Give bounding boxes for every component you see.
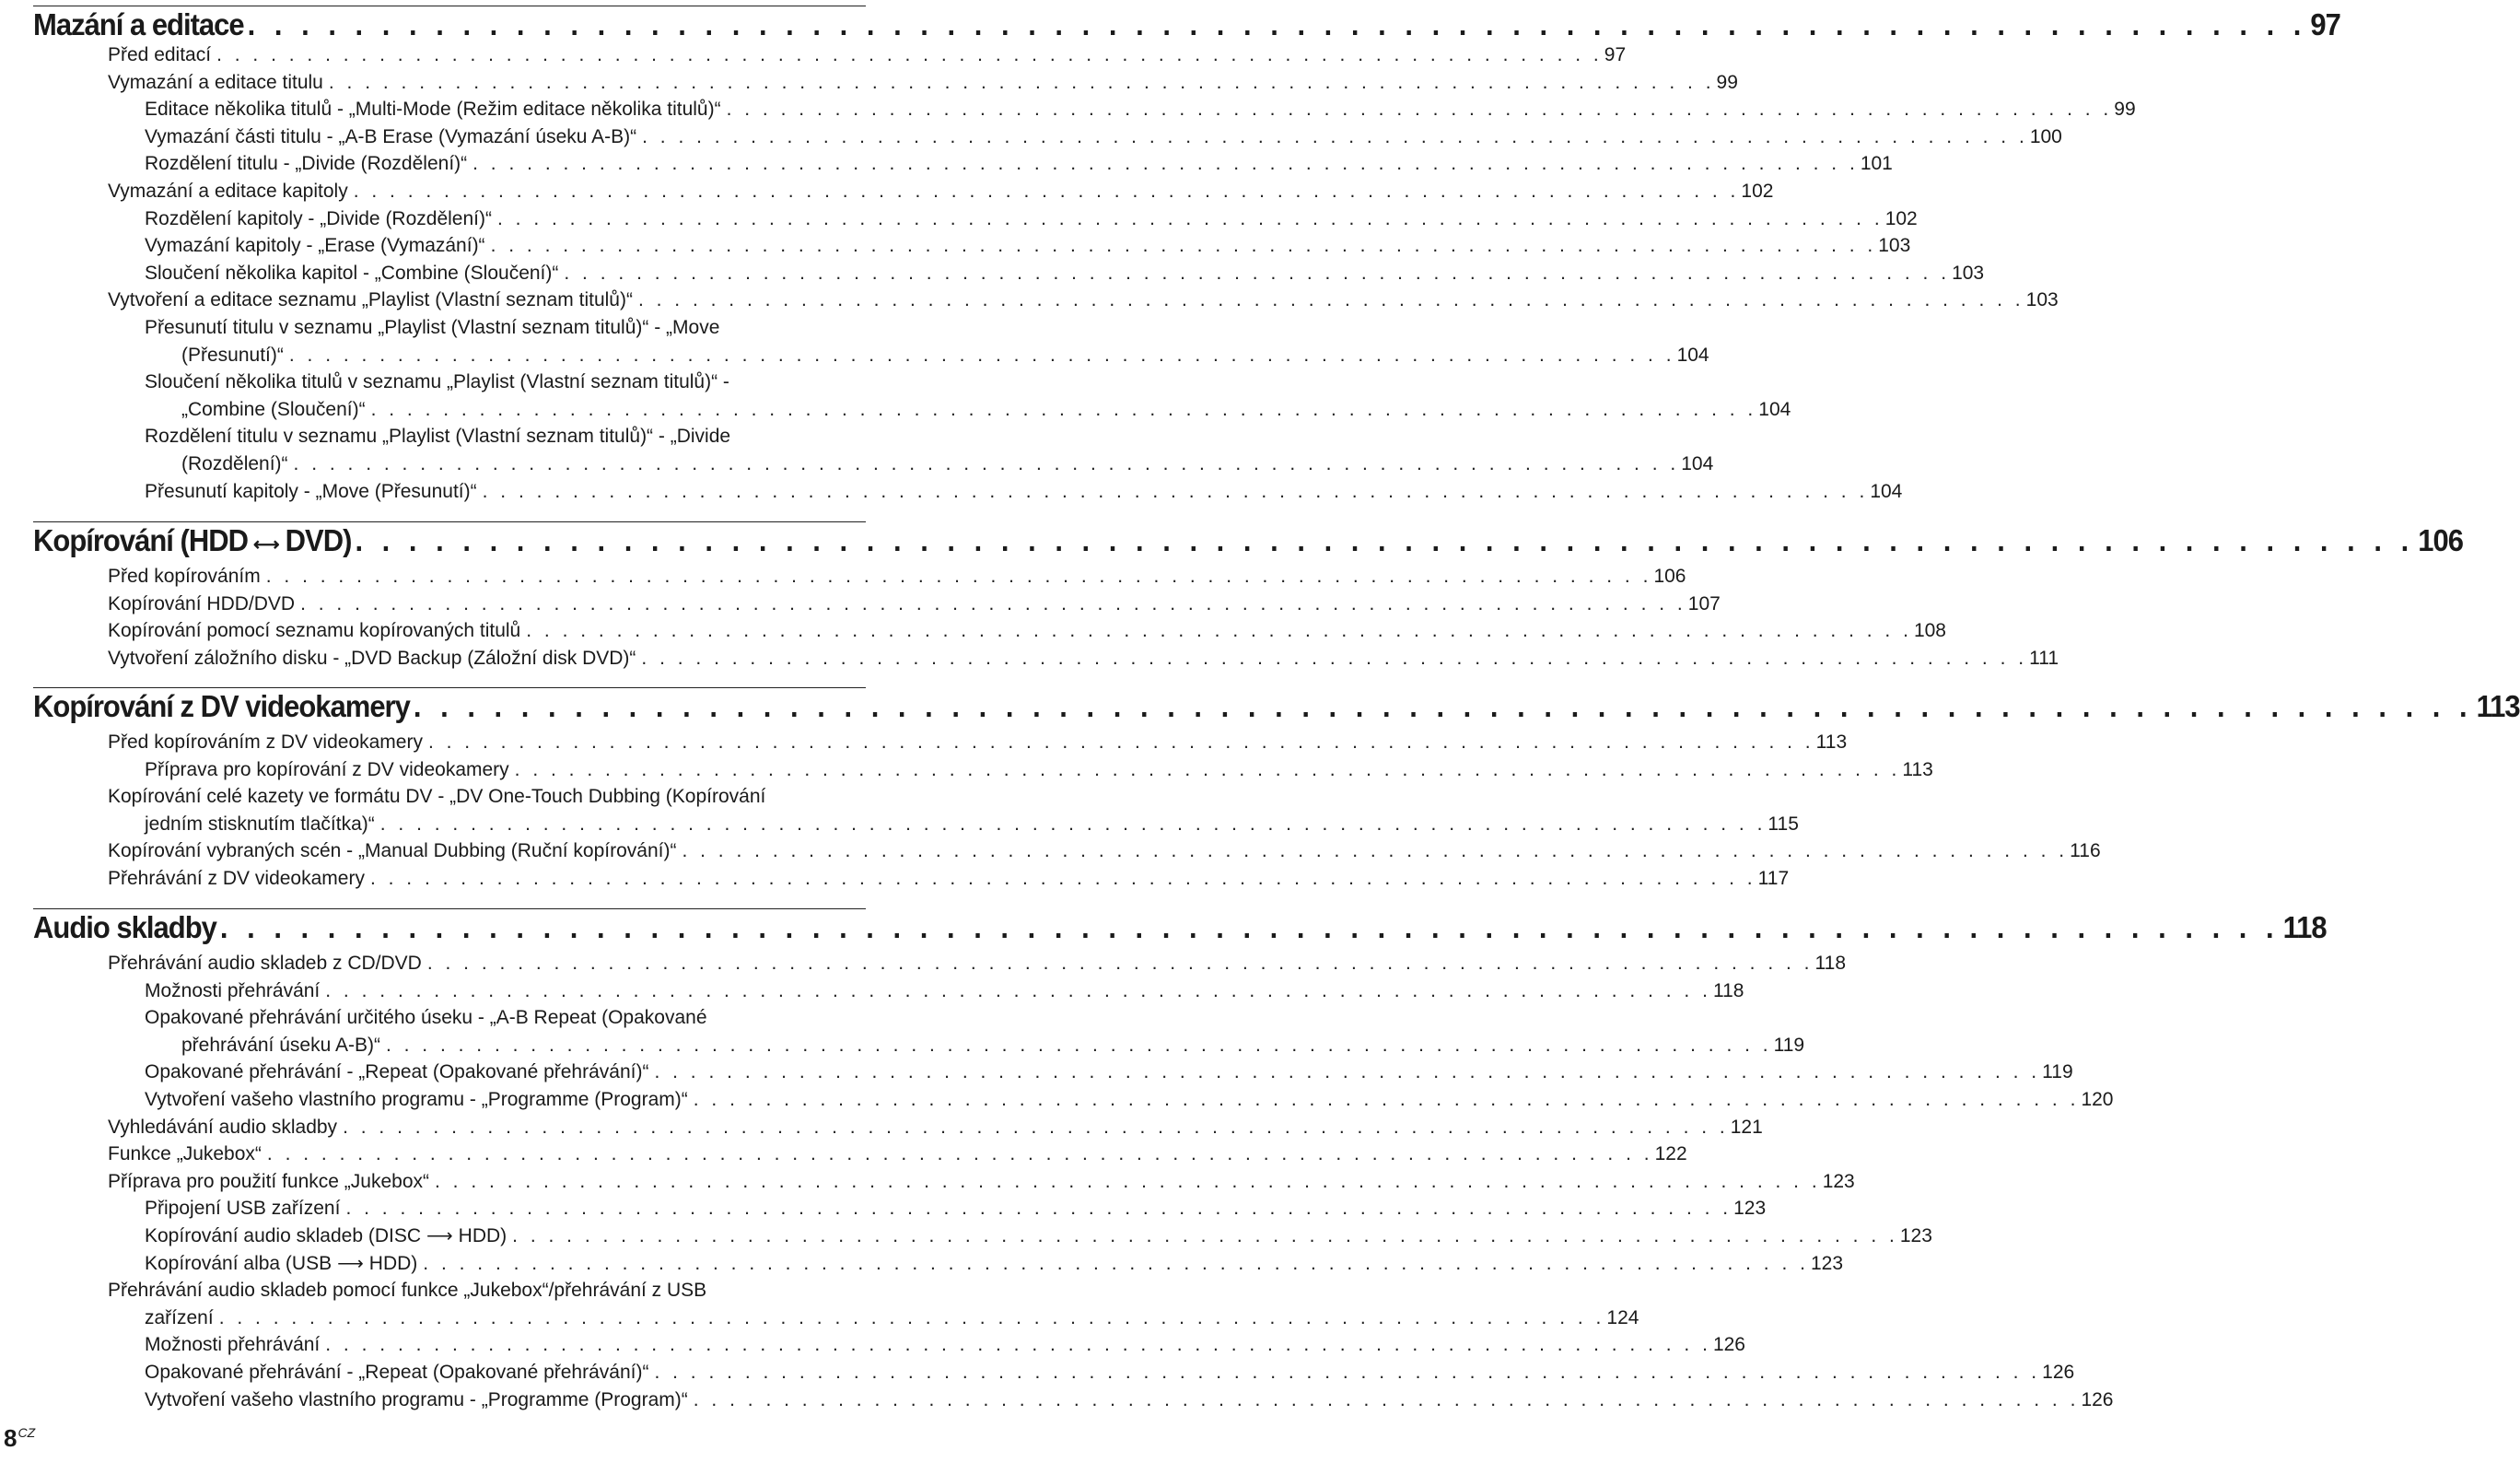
toc-entry[interactable] [145,206,1918,232]
entry-title-continued: jedním stisknutím tlačítka)“ [145,813,375,835]
entry-title: Rozdělení titulu - „Divide (Rozdělení)“ [145,153,468,175]
entry-title: Vytvoření vašeho vlastního programu - „Programme (Program)“ [145,1089,688,1110]
entry-page-number: 100 [2029,125,2062,147]
entry-title: Vytvoření záložního disku - „DVD Backup (Záložní disk DVD)“ [108,647,636,669]
entry-page-number: 123 [1899,1225,1932,1246]
right-arrow-icon: ⟶ [426,1226,453,1246]
leader-dots: . . . . . . . . . . . . . . . . . . . . . . . . . . . . . . . . . . . . . . . . . . . . . . . . . . . . . . . . . . . . . . . . . . . . . . . . . . . . . [427,731,1814,753]
entry-title: Před editací [108,44,212,65]
leader-dots: . . . . . . . . . . . . . . . . . . . . . . . . . . . . . . . . . . . . . . . . . . . . . . . . . . . . . . . . . . . . . . . . . . . . . . . . . . . . . [637,289,2024,311]
toc-entry[interactable] [108,1169,1855,1195]
toc-entry-continuation[interactable] [145,812,1799,837]
entry-title: Vytvoření a editace seznamu „Playlist (Vlastní seznam titulů)“ [108,289,633,311]
section-heading[interactable] [33,6,2340,43]
section-title: Kopírování z DV videokamery [33,688,410,724]
entry-title: Přesunutí kapitoly - „Move (Přesunutí)“ [145,480,477,502]
entry-page-number: 126 [2042,1362,2075,1383]
toc-entry[interactable] [145,151,1893,177]
toc-entry-continuation[interactable] [181,343,1709,368]
leader-dots: . . . . . . . . . . . . . . . . . . . . . . . . . . . . . . . . . . . . . . . . . . . . . . . . . . . . . . . . . . . . . . . . . . . . . . . . . . . . . [325,979,1711,1001]
entry-page-number: 104 [1681,453,1714,474]
leader-dots: . . . . . . . . . . . . . . . . . . . . . . . . . . . . . . . . . . . . . . . . . . . . . . . . . . . . . . . . . . . . . . . . . . . . . . . . . . . . . [266,1143,1653,1165]
section-title: Kopírování (HDD [33,522,248,558]
entry-title: Přehrávání audio skladeb z CD/DVD [108,953,422,974]
toc-entry[interactable] [145,424,865,450]
toc-entry[interactable] [108,564,1686,590]
entry-title-after: HDD) [458,1225,508,1246]
toc-entry[interactable] [108,42,1627,68]
toc-entry[interactable] [145,1196,1767,1222]
entry-title: Opakované přehrávání určitého úseku - „A-B Repeat (Opakované [145,1007,707,1029]
toc-entry[interactable] [145,369,865,395]
leader-dots: . . . . . . . . . . . . . . . . . . . . . . . . . . . . . . . . . . . . . . . . . . . . . . . . . . . . . . . . . . . . . . . . . . . . . . . . . . . . . [693,1388,2080,1410]
entry-title: Sloučení několika titulů v seznamu „Playlist (Vlastní seznam titulů)“ - [145,371,729,393]
entry-title: Kopírování audio skladeb (DISC [145,1225,421,1246]
leader-dots: . . . . . . . . . . . . . . . . . . . . . . . . . . . . . . . . . . . . . . . . . . . . . . . . . . . . . . . . . . . . . . . . . . . . . . . . . . . . . [642,125,2028,147]
toc-entry[interactable] [108,838,2101,864]
section-title: Audio skladby [33,909,216,945]
leader-dots: . . . . . . . . . . . . . . . . . . . . . . . . . . . . . . . . . . . . . . . . . . . . . . . . . . . . . . . . . . . . . . . . . . . . . . . . . . . . . [526,620,1912,642]
entry-title-continued: „Combine (Sloučení)“ [181,398,366,420]
entry-page-number: 123 [1810,1252,1844,1274]
page-number: 8 [4,1424,18,1452]
leader-dots: . . . . . . . . . . . . . . . . . . . . . . . . . . . . . . . . . . . . . . . . . . . . . . . . . . . . . . . . . . . . . . . . . . . . . . . . . . . . . [370,398,1757,420]
leader-dots: . . . . . . . . . . . . . . . . . . . . . . . . . . . . . . . . . . . . . . . . . . . . . . . . . . . . . . . . . . . . . . . . . . . . . . . . . . . . . [385,1034,1772,1056]
entry-title: Možnosti přehrávání [145,1334,321,1356]
page-footer [4,1424,35,1453]
entry-page-number: 102 [1741,181,1774,202]
entry-title: Kopírování HDD/DVD [108,592,296,614]
toc-entry[interactable] [145,315,865,341]
entry-page-number: 126 [1712,1334,1745,1356]
entry-title: Příprava pro použití funkce „Jukebox“ [108,1170,430,1192]
toc-entry[interactable] [108,287,2059,313]
section-heading[interactable] [33,909,2327,946]
entry-page-number: 120 [2081,1089,2114,1110]
leader-dots: . . . . . . . . . . . . . . . . . . . . . . . . . . . . . . . . . . . . . . . . . . . . . . . . . . . . . . . . . . . . . . . . . . . . . . . . . . . . . [328,71,1715,93]
entry-title: Přesunutí titulu v seznamu „Playlist (Vlastní seznam titulů)“ - „Move [145,317,720,338]
entry-page-number: 124 [1606,1306,1639,1328]
toc-entry[interactable] [145,124,2062,150]
toc-entry[interactable] [145,978,1744,1004]
entry-title: Vytvoření vašeho vlastního programu - „Programme (Program)“ [145,1388,688,1410]
entry-page-number: 123 [1822,1170,1855,1192]
toc-entry[interactable] [108,730,1848,755]
entry-page-number: 104 [1676,344,1709,366]
leader-dots: . . . . . . . . . . . . . . . . . . . . . . . . . . . . . . . . . . . . . . . . . . . . . . . . . . . . . . . . . . . . . . . . . . . . . . . . . . . . . [288,344,1675,366]
entry-title: Možnosti přehrávání [145,979,321,1001]
toc-entry[interactable] [108,646,2059,672]
entry-page-number: 99 [2114,99,2136,121]
toc-entry[interactable] [145,1360,2075,1386]
entry-title: Opakované přehrávání - „Repeat (Opakované přehrávání)“ [145,1061,649,1083]
entry-page-number: 115 [1768,813,1799,835]
entry-page-number: 101 [1860,153,1893,175]
entry-page-number: 107 [1687,592,1721,614]
entry-page-number: 113 [1815,731,1848,753]
leader-dots: . . . . . . . . . . . . . . . . . . . . . . . . . . . . . . . . . . . . . . . . . . . . . . . . . . . . . . . . . . . . . . . . . . . . . . . . . . . . . [355,522,2415,558]
toc-entry[interactable] [108,1141,1687,1167]
toc-entry[interactable] [108,784,865,810]
entry-page-number: 108 [1913,620,1946,642]
toc-entry-continuation[interactable] [181,1033,1805,1059]
language-code: CZ [18,1425,36,1441]
leader-dots: . . . . . . . . . . . . . . . . . . . . . . . . . . . . . . . . . . . . . . . . . . . . . . . . . . . . . . . . . . . . . . . . . . . . . . . . . . . . . [482,480,1869,502]
entry-title: Přehrávání z DV videokamery [108,868,365,889]
leader-dots: . . . . . . . . . . . . . . . . . . . . . . . . . . . . . . . . . . . . . . . . . . . . . . . . . . . . . . . . . . . . . . . . . . . . . . . . . . . . . [423,1252,1809,1274]
leader-dots: . . . . . . . . . . . . . . . . . . . . . . . . . . . . . . . . . . . . . . . . . . . . . . . . . . . . . . . . . . . . . . . . . . . . . . . . . . . . . [343,1116,1729,1138]
entry-title: Příprava pro kopírování z DV videokamery [145,758,509,780]
toc-entry[interactable] [108,179,1774,205]
entry-title: Před kopírováním z DV videokamery [108,731,423,753]
entry-page-number: 117 [1757,868,1790,889]
entry-title: Kopírování pomocí seznamu kopírovaných titulů [108,620,521,642]
entry-page-number: 126 [2081,1388,2114,1410]
leader-dots: . . . . . . . . . . . . . . . . . . . . . . . . . . . . . . . . . . . . . . . . . . . . . . . . . . . . . . . . . . . . . . . . . . . . . . . . . . . . . [654,1061,2041,1083]
entry-page-number: 111 [2029,647,2059,669]
leader-dots: . . . . . . . . . . . . . . . . . . . . . . . . . . . . . . . . . . . . . . . . . . . . . . . . . . . . . . . . . . . . . . . . . . . . . . . . . . . . . [682,840,2069,862]
toc-entry[interactable] [145,1223,1932,1249]
toc-entry[interactable] [108,70,1738,96]
entry-title-continued: přehrávání úseku A-B)“ [181,1034,380,1056]
toc-entry[interactable] [145,1251,1844,1277]
entry-title: Kopírování vybraných scén - „Manual Dubbing (Ruční kopírování)“ [108,840,677,862]
entry-title: Rozdělení kapitoly - „Divide (Rozdělení)“ [145,207,492,229]
leader-dots: . . . . . . . . . . . . . . . . . . . . . . . . . . . . . . . . . . . . . . . . . . . . . . . . . . . . . . . . . . . . . . . . . . . . . . . . . . . . . [426,953,1814,974]
entry-page-number: 116 [2070,840,2101,862]
entry-page-number: 104 [1758,398,1791,420]
leader-dots: . . . . . . . . . . . . . . . . . . . . . . . . . . . . . . . . . . . . . . . . . . . . . . . . . . . . . . . . . . . . . . . . . . . . . . . . . . . . . [472,153,1859,175]
entry-page-number: 123 [1733,1198,1767,1220]
toc-entry[interactable] [108,591,1721,617]
toc-entry[interactable] [145,1332,1745,1358]
toc-entry-continuation[interactable] [181,451,1714,477]
toc-entry[interactable] [145,233,1911,259]
toc-entry[interactable] [108,1278,865,1304]
entry-page-number: 119 [1773,1034,1805,1056]
entry-page-number: 119 [2042,1061,2073,1083]
entry-page-number: 106 [1653,566,1686,587]
entry-page-number: 102 [1884,207,1918,229]
leader-dots: . . . . . . . . . . . . . . . . . . . . . . . . . . . . . . . . . . . . . . . . . . . . . . . . . . . . . . . . . . . . . . . . . . . . . . . . . . . . . [564,262,1951,284]
leader-dots: . . . . . . . . . . . . . . . . . . . . . . . . . . . . . . . . . . . . . . . . . . . . . . . . . . . . . . . . . . . . . . . . . . . . . . . . . . . . . [345,1198,1732,1220]
entry-title: Sloučení několika kapitol - „Combine (Sloučení)“ [145,262,559,284]
toc-entry[interactable] [145,1005,865,1031]
leader-dots: . . . . . . . . . . . . . . . . . . . . . . . . . . . . . . . . . . . . . . . . . . . . . . . . . . . . . . . . . . . . . . . . . . . . . . . . . . . . . [641,647,2028,669]
leader-dots: . . . . . . . . . . . . . . . . . . . . . . . . . . . . . . . . . . . . . . . . . . . . . . . . . . . . . . . . . . . . . . . . . . . . . . . . . . . . . [325,1334,1711,1356]
leader-dots: . . . . . . . . . . . . . . . . . . . . . . . . . . . . . . . . . . . . . . . . . . . . . . . . . . . . . . . . . . . . . . . . . . . . . . . . . . . . . [247,6,2307,42]
section-page-number: 106 [2418,522,2463,558]
section-heading[interactable] [33,688,2520,725]
toc-entry[interactable] [108,618,1946,644]
toc-entry-continuation[interactable] [181,397,1791,423]
entry-page-number: 103 [2025,289,2059,311]
entry-page-number: 99 [1716,71,1738,93]
toc-section [33,687,2520,724]
leader-dots: . . . . . . . . . . . . . . . . . . . . . . . . . . . . . . . . . . . . . . . . . . . . . . . . . . . . . . . . . . . . . . . . . . . . . . . . . . . . . [379,813,1767,835]
entry-title-continued: (Rozdělení)“ [181,453,288,474]
leader-dots: . . . . . . . . . . . . . . . . . . . . . . . . . . . . . . . . . . . . . . . . . . . . . . . . . . . . . . . . . . . . . . . . . . . . . . . . . . . . . [497,207,1884,229]
toc-entry-continuation[interactable] [145,1305,1639,1331]
toc-entry[interactable] [145,97,2136,123]
leader-dots: . . . . . . . . . . . . . . . . . . . . . . . . . . . . . . . . . . . . . . . . . . . . . . . . . . . . . . . . . . . . . . . . . . . . . . . . . . . . . [435,1170,1821,1192]
leader-dots: . . . . . . . . . . . . . . . . . . . . . . . . . . . . . . . . . . . . . . . . . . . . . . . . . . . . . . . . . . . . . . . . . . . . . . . . . . . . . [219,909,2280,945]
leader-dots: . . . . . . . . . . . . . . . . . . . . . . . . . . . . . . . . . . . . . . . . . . . . . . . . . . . . . . . . . . . . . . . . . . . . . . . . . . . . . [726,99,2113,121]
toc-section [33,908,2327,945]
section-page-number: 118 [2282,909,2327,945]
toc-entry[interactable] [108,1115,1763,1141]
leader-dots: . . . . . . . . . . . . . . . . . . . . . . . . . . . . . . . . . . . . . . . . . . . . . . . . . . . . . . . . . . . . . . . . . . . . . . . . . . . . . [512,1225,1898,1246]
section-title-after: DVD) [285,522,352,558]
toc-section [33,521,2463,558]
entry-title: Vymazání a editace titulu [108,71,323,93]
toc-entry[interactable] [108,951,1847,977]
entry-title-after: HDD) [368,1252,418,1274]
toc-entry[interactable] [145,1387,2114,1413]
entry-title: Kopírování alba (USB [145,1252,332,1274]
leader-dots: . . . . . . . . . . . . . . . . . . . . . . . . . . . . . . . . . . . . . . . . . . . . . . . . . . . . . . . . . . . . . . . . . . . . . . . . . . . . . [265,566,1652,587]
entry-title: Rozdělení titulu v seznamu „Playlist (Vlastní seznam titulů)“ - „Divide [145,426,731,448]
leader-dots: . . . . . . . . . . . . . . . . . . . . . . . . . . . . . . . . . . . . . . . . . . . . . . . . . . . . . . . . . . . . . . . . . . . . . . . . . . . . . [300,592,1686,614]
entry-page-number: 122 [1654,1143,1687,1165]
toc-entry[interactable] [145,479,1903,505]
entry-page-number: 97 [1604,44,1627,65]
toc-entry[interactable] [145,1059,2073,1085]
leader-dots: . . . . . . . . . . . . . . . . . . . . . . . . . . . . . . . . . . . . . . . . . . . . . . . . . . . . . . . . . . . . . . . . . . . . . . . . . . . . . [514,758,1901,780]
entry-title: Přehrávání audio skladeb pomocí funkce „Jukebox“/přehrávání z USB [108,1280,707,1302]
section-page-number: 97 [2310,6,2340,42]
leader-dots: . . . . . . . . . . . . . . . . . . . . . . . . . . . . . . . . . . . . . . . . . . . . . . . . . . . . . . . . . . . . . . . . . . . . . . . . . . . . . [490,235,1877,257]
entry-title: Vymazání kapitoly - „Erase (Vymazání)“ [145,235,485,257]
toc-entry[interactable] [145,1087,2114,1113]
entry-page-number: 121 [1730,1116,1763,1138]
entry-title-continued: zařízení [145,1306,214,1328]
section-page-number: 113 [2476,688,2520,724]
leader-dots: . . . . . . . . . . . . . . . . . . . . . . . . . . . . . . . . . . . . . . . . . . . . . . . . . . . . . . . . . . . . . . . . . . . . . . . . . . . . . [693,1089,2080,1110]
entry-title: Vymazání části titulu - „A-B Erase (Vymazání úseku A-B)“ [145,125,637,147]
leader-dots: . . . . . . . . . . . . . . . . . . . . . . . . . . . . . . . . . . . . . . . . . . . . . . . . . . . . . . . . . . . . . . . . . . . . . . . . . . . . . [216,44,1603,65]
leader-dots: . . . . . . . . . . . . . . . . . . . . . . . . . . . . . . . . . . . . . . . . . . . . . . . . . . . . . . . . . . . . . . . . . . . . . . . . . . . . . [293,453,1680,474]
entry-title: Funkce „Jukebox“ [108,1143,262,1165]
right-arrow-icon: ⟶ [337,1253,364,1274]
entry-title: Opakované přehrávání - „Repeat (Opakované přehrávání)“ [145,1362,649,1383]
entry-page-number: 104 [1870,480,1903,502]
leader-dots: . . . . . . . . . . . . . . . . . . . . . . . . . . . . . . . . . . . . . . . . . . . . . . . . . . . . . . . . . . . . . . . . . . . . . . . . . . . . . [654,1362,2041,1383]
entry-page-number: 113 [1902,758,1933,780]
entry-title: Kopírování celé kazety ve formátu DV - „DV One-Touch Dubbing (Kopírování [108,786,766,808]
double-arrow-icon: ⟷ [253,533,280,556]
entry-title: Editace několika titulů - „Multi-Mode (Režim editace několika titulů)“ [145,99,721,121]
entry-title: Vyhledávání audio skladby [108,1116,338,1138]
entry-title: Vymazání a editace kapitoly [108,181,348,202]
leader-dots: . . . . . . . . . . . . . . . . . . . . . . . . . . . . . . . . . . . . . . . . . . . . . . . . . . . . . . . . . . . . . . . . . . . . . . . . . . . . . [369,868,1756,889]
leader-dots: . . . . . . . . . . . . . . . . . . . . . . . . . . . . . . . . . . . . . . . . . . . . . . . . . . . . . . . . . . . . . . . . . . . . . . . . . . . . . [353,181,1740,202]
toc-entry[interactable] [145,757,1933,783]
entry-title-continued: (Přesunutí)“ [181,344,284,366]
entry-page-number: 103 [1952,262,1985,284]
entry-page-number: 118 [1814,953,1847,974]
section-heading[interactable] [33,522,2463,559]
entry-title: Připojení USB zařízení [145,1198,341,1220]
toc-entry[interactable] [145,261,1985,287]
entry-page-number: 118 [1712,979,1744,1001]
leader-dots: . . . . . . . . . . . . . . . . . . . . . . . . . . . . . . . . . . . . . . . . . . . . . . . . . . . . . . . . . . . . . . . . . . . . . . . . . . . . . [218,1306,1605,1328]
section-title: Mazání a editace [33,6,244,42]
leader-dots: . . . . . . . . . . . . . . . . . . . . . . . . . . . . . . . . . . . . . . . . . . . . . . . . . . . . . . . . . . . . . . . . . . . . . . . . . . . . . [413,688,2473,724]
toc-entry[interactable] [108,866,1790,892]
entry-title: Před kopírováním [108,566,261,587]
entry-page-number: 103 [1878,235,1911,257]
